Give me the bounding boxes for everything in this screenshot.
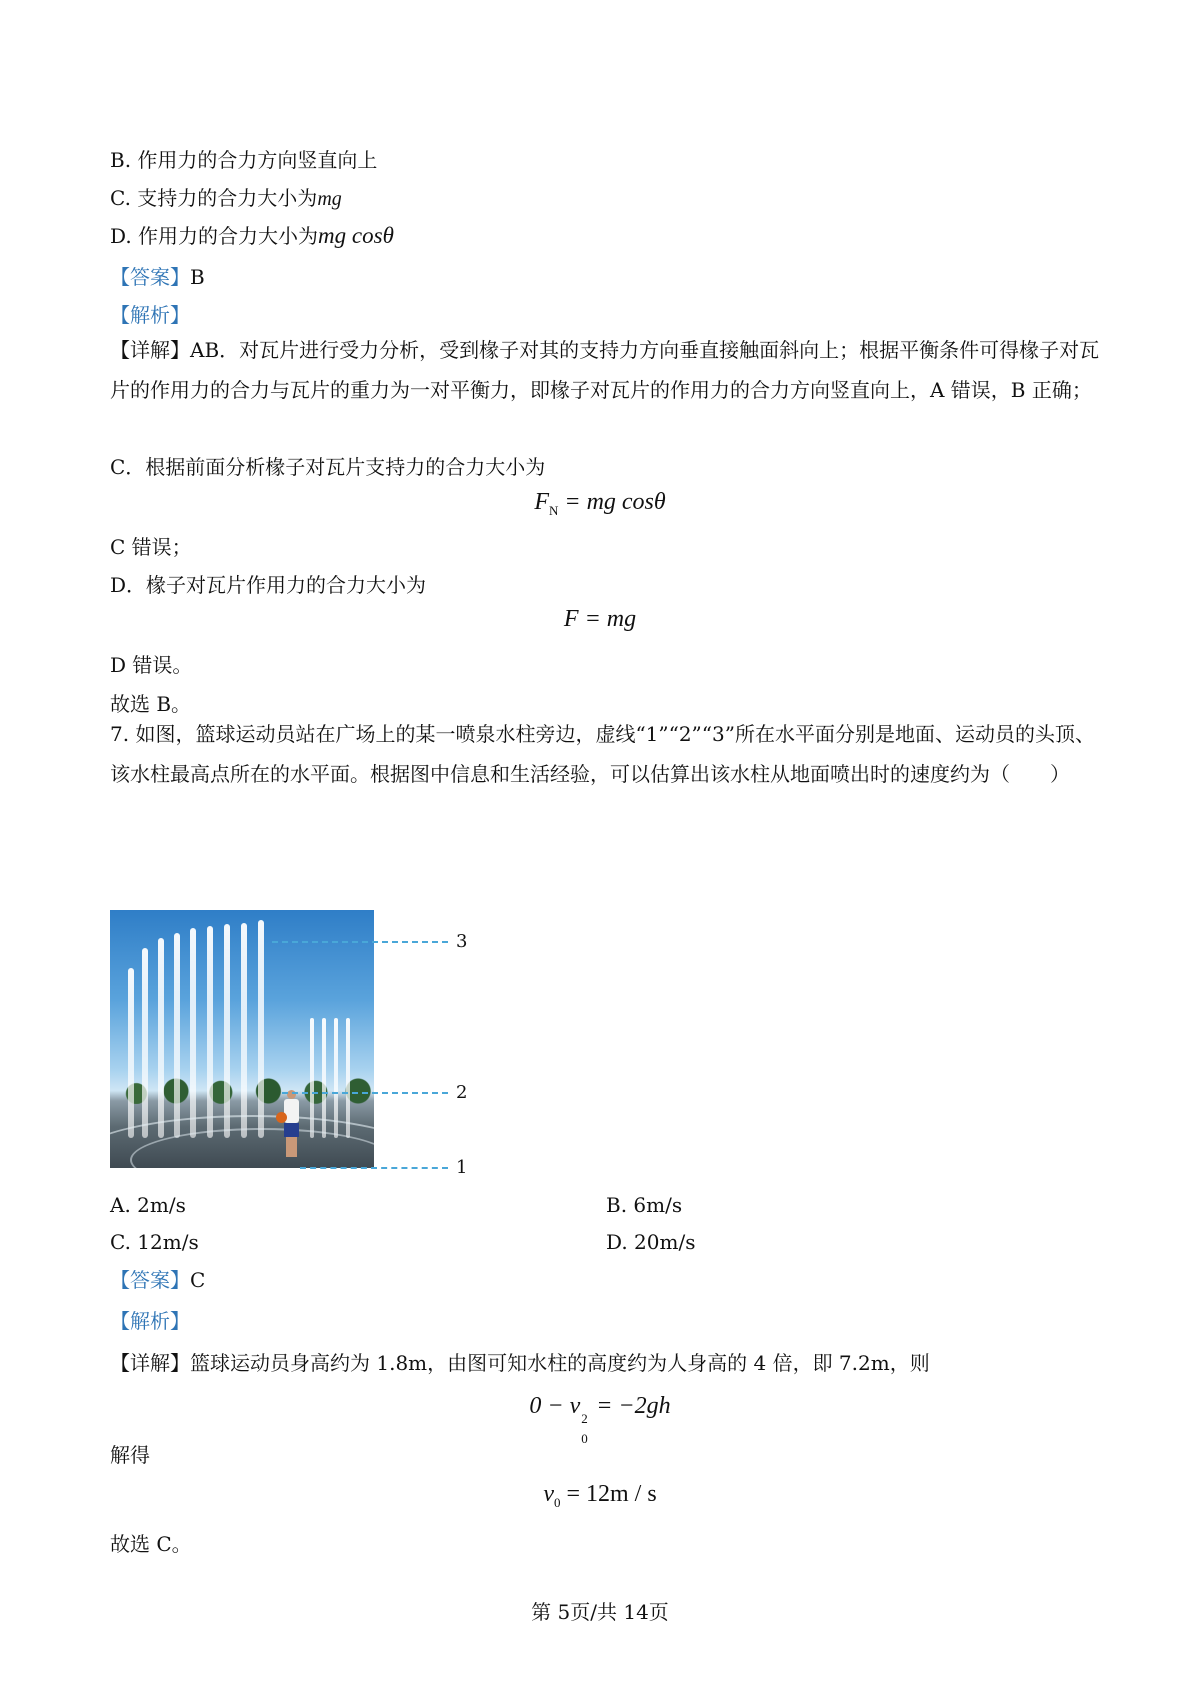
label-3: 3 — [456, 931, 468, 952]
analysis-tag: 【解析】 — [110, 303, 190, 327]
q7-option-a: A. 2m/s — [110, 1193, 186, 1217]
water-jet — [158, 938, 164, 1138]
q7-answer-line — [110, 1266, 205, 1294]
q7-stem: 7. 如图，篮球运动员站在广场上的某一喷泉水柱旁边，虚线“1”“2”“3”所在水平面分别是地面、运动员的头顶、该水柱最高点所在的水平面。根据图中信息和生活经验，可以估算出该水柱从地面喷出时的速度约为（ ） — [110, 722, 1095, 786]
q6-option-d-text: D. 作用力的合力大小为 — [110, 224, 319, 248]
basketball — [276, 1112, 287, 1123]
q6-d-wrong: D 错误。 — [110, 653, 193, 677]
q6-answer-line — [110, 263, 205, 291]
eq4-sub: 0 — [553, 1495, 561, 1510]
q7-option-d: D. 20m/s — [606, 1230, 696, 1254]
q6-option-b: B. 作用力的合力方向竖直向上 — [110, 148, 378, 172]
q7-option-c: C. 12m/s — [110, 1230, 199, 1254]
q6-detail-paragraph: 【详解】AB．对瓦片进行受力分析，受到椽子对其的支持力方向垂直接触面斜向上；根据平衡条件可得椽子对瓦片的作用力的合力与瓦片的重力为一对平衡力，即椽子对瓦片的作用力的合力方向竖直向上，A 错误，B 正确； — [110, 338, 1100, 402]
q6-option-c — [110, 184, 342, 213]
q6-c-line: C．根据前面分析椽子对瓦片支持力的合力大小为 — [110, 455, 546, 479]
fountain-photo — [110, 910, 374, 1168]
eq4-rhs: = 12m / s — [560, 1481, 657, 1507]
q6-option-c-text: C. 支持力的合力大小为 — [110, 186, 318, 210]
dashed-line-1 — [300, 1167, 448, 1169]
eq3-right: = −2gh — [590, 1393, 671, 1419]
water-jet — [207, 926, 213, 1138]
equation-1 — [0, 486, 1200, 527]
eq1-lhs-sub: N — [548, 503, 559, 518]
eq3-left: 0 − v — [529, 1393, 581, 1419]
label-1: 1 — [456, 1157, 468, 1178]
q7-detail: 【详解】篮球运动员身高约为 1.8m，由图可知水柱的高度约为人身高的 4 倍，即 7.2m，则 — [110, 1351, 930, 1375]
eq1-lhs-base: F — [534, 489, 549, 515]
water-jet — [174, 933, 180, 1138]
label-2: 2 — [456, 1082, 468, 1103]
equation-3 — [0, 1390, 1200, 1446]
eq4-base: v — [543, 1481, 554, 1507]
basketball-player — [282, 1090, 300, 1160]
water-jet — [241, 923, 247, 1138]
water-jet — [128, 968, 134, 1138]
eq3-sub: 0 — [581, 1431, 588, 1446]
q6-c-wrong: C 错误； — [110, 535, 192, 559]
answer-tag: 【答案】 — [110, 265, 190, 289]
q6-option-d-math: mg cosθ — [318, 223, 394, 248]
q7-solve-label: 解得 — [110, 1443, 150, 1467]
dashed-line-3 — [272, 941, 448, 943]
q7-option-b: B. 6m/s — [606, 1193, 683, 1217]
dashed-line-2 — [282, 1092, 448, 1094]
eq1-rhs: = mg cosθ — [558, 489, 666, 515]
eq3-sup: 2 — [581, 1411, 588, 1426]
q6-d-line: D．椽子对瓦片作用力的合力大小为 — [110, 573, 427, 597]
water-jet — [346, 1018, 350, 1138]
equation-4 — [0, 1478, 1200, 1519]
equation-2: F = mg — [563, 606, 637, 632]
analysis-tag: 【解析】 — [110, 1309, 190, 1333]
page-footer: 第 5页/共 14页 — [531, 1600, 669, 1624]
q6-option-c-math: mg — [317, 188, 342, 210]
water-jet — [142, 948, 148, 1138]
q7-choose: 故选 C。 — [110, 1532, 192, 1556]
q6-option-d — [110, 222, 394, 250]
water-jet — [258, 920, 264, 1138]
answer-value: C — [190, 1268, 206, 1292]
answer-value: B — [190, 265, 205, 289]
q6-choose: 故选 B。 — [110, 692, 192, 716]
water-jet — [190, 928, 196, 1138]
water-jet — [224, 924, 230, 1138]
answer-tag: 【答案】 — [110, 1268, 190, 1292]
